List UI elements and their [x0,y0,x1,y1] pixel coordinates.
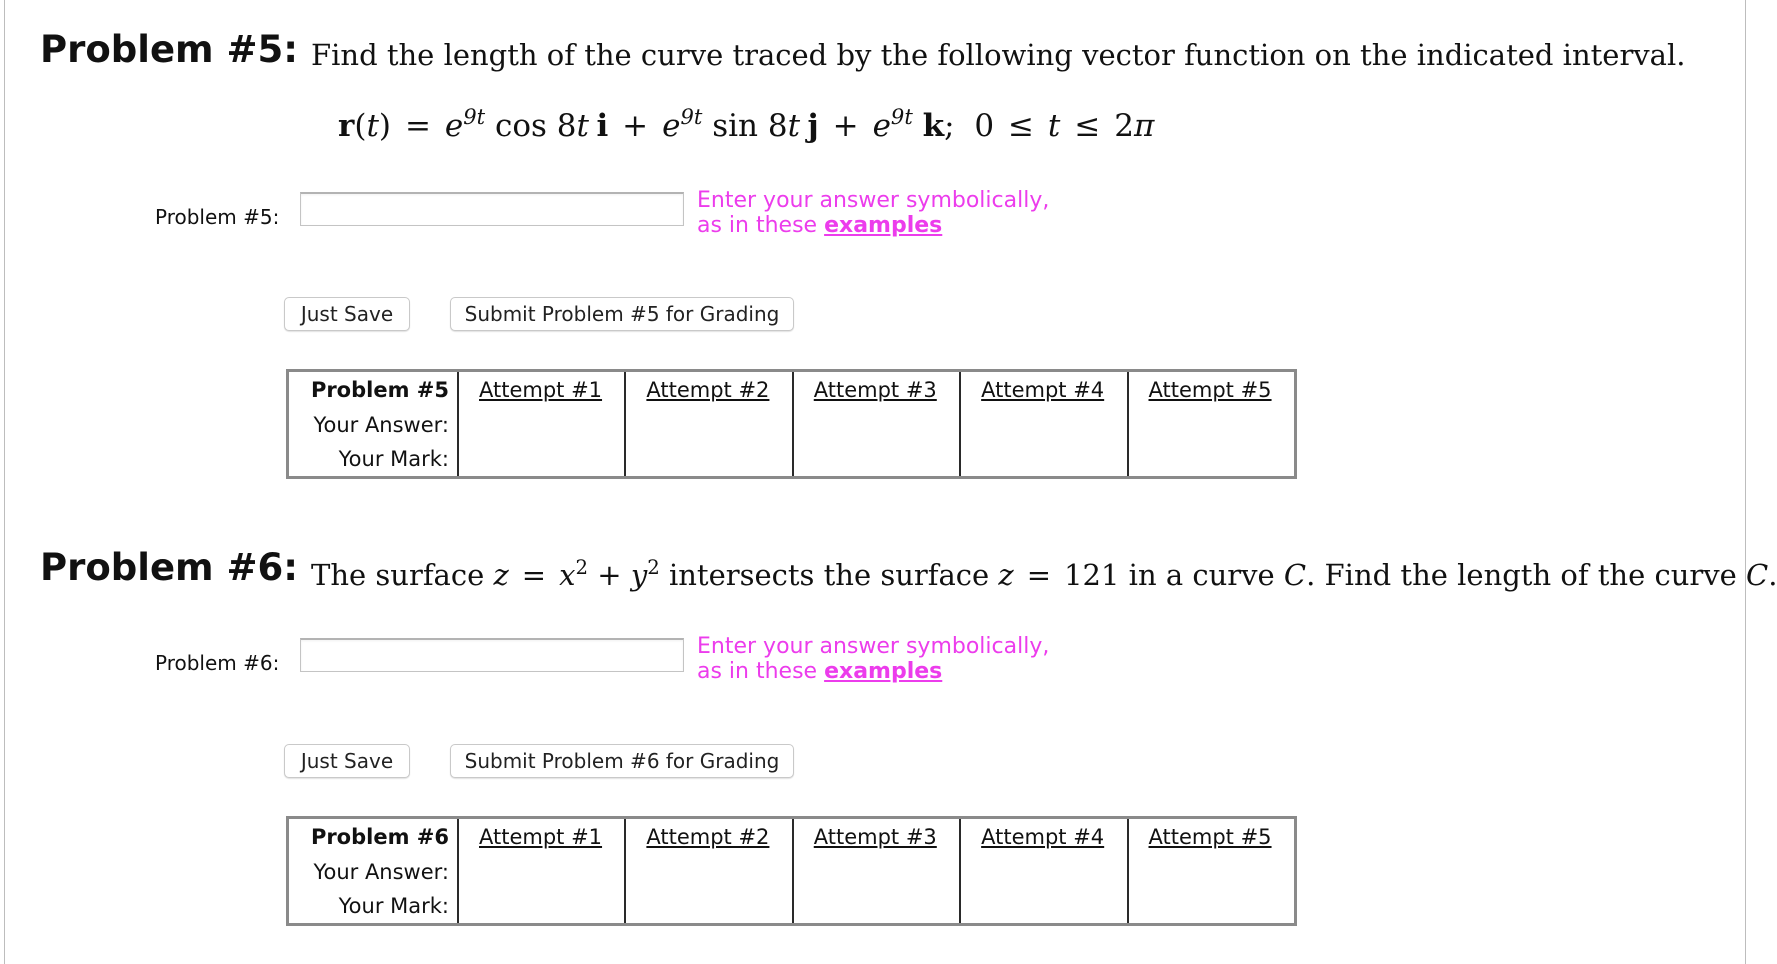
attempt-1-link[interactable]: Attempt #1 [479,378,603,402]
attempt-5-header [1128,818,1296,856]
problem-5-heading: Problem #5: [40,28,299,71]
problem-6-answer-input[interactable] [300,638,684,672]
your-mark-label: Your Mark: [288,889,459,925]
problem-5-equation: $r(t) = e^{9t}$ cos 8t $i + e^{9t}$ sin 8t $j + e^{9t}$ k; 0 ≤ t ≤ 2π [338,104,1155,144]
table-row [288,855,1296,889]
table-row [288,408,1296,442]
attempt-2-link[interactable]: Attempt #2 [646,378,770,402]
problem-6-field-label: Problem #6: [155,651,280,675]
attempt-2-cell [625,855,792,925]
attempt-1-cell [458,408,625,478]
table-header-row [288,371,1296,409]
attempt-5-header [1128,371,1296,409]
attempt-3-header [793,818,960,856]
attempt-1-link[interactable]: Attempt #1 [479,825,603,849]
just-save-button[interactable]: Just Save [284,297,410,331]
attempt-3-header [793,371,960,409]
submit-problem-6-button[interactable]: Submit Problem #6 for Grading [450,744,794,778]
attempt-4-cell [960,855,1127,925]
attempt-3-link[interactable]: Attempt #3 [813,825,937,849]
problem-6-statement: The surface $z = x^2 + y^2$ intersects the surface z = 121 in a curve C. Find the length of the curve C. [311,556,1777,592]
your-answer-label: Your Answer: [288,855,459,889]
problem-6-heading: Problem #6: [40,546,299,589]
table-title: Problem #5 [288,371,459,409]
attempt-3-link[interactable]: Attempt #3 [813,378,937,402]
attempt-3-cell [793,855,960,925]
problem-6-attempts-table [286,816,1297,926]
attempt-4-header [960,818,1127,856]
attempt-1-header [458,371,625,409]
table-header-row [288,818,1296,856]
problem-5-field-label: Problem #5: [155,205,280,229]
attempt-5-link[interactable]: Attempt #5 [1148,378,1272,402]
examples-link[interactable]: examples [824,213,943,238]
attempt-3-cell [793,408,960,478]
problem-6-hint [697,634,1049,684]
attempt-5-link[interactable]: Attempt #5 [1148,825,1272,849]
attempt-1-cell [458,855,625,925]
attempt-2-link[interactable]: Attempt #2 [646,825,770,849]
attempt-5-cell [1128,408,1296,478]
problem-5-answer-input[interactable] [300,192,684,226]
attempt-4-link[interactable]: Attempt #4 [981,378,1105,402]
hint-line-2: as in these examples [697,213,943,238]
problem-5-hint [697,188,1049,238]
hint-line-1: Enter your answer symbolically, [697,188,1050,213]
just-save-button[interactable]: Just Save [284,744,410,778]
attempt-5-cell [1128,855,1296,925]
your-mark-label: Your Mark: [288,442,459,478]
your-answer-label: Your Answer: [288,408,459,442]
attempt-1-header [458,818,625,856]
hint-line-1: Enter your answer symbolically, [697,634,1050,659]
attempt-4-header [960,371,1127,409]
attempt-2-header [625,371,792,409]
table-title: Problem #6 [288,818,459,856]
attempt-2-cell [625,408,792,478]
submit-problem-5-button[interactable]: Submit Problem #5 for Grading [450,297,794,331]
problem-5-statement: Find the length of the curve traced by the following vector function on the indicated interval. [311,38,1686,72]
problem-5-attempts-table [286,369,1297,479]
attempt-4-cell [960,408,1127,478]
hint-line-2: as in these examples [697,659,943,684]
attempt-4-link[interactable]: Attempt #4 [981,825,1105,849]
attempt-2-header [625,818,792,856]
examples-link[interactable]: examples [824,659,943,684]
